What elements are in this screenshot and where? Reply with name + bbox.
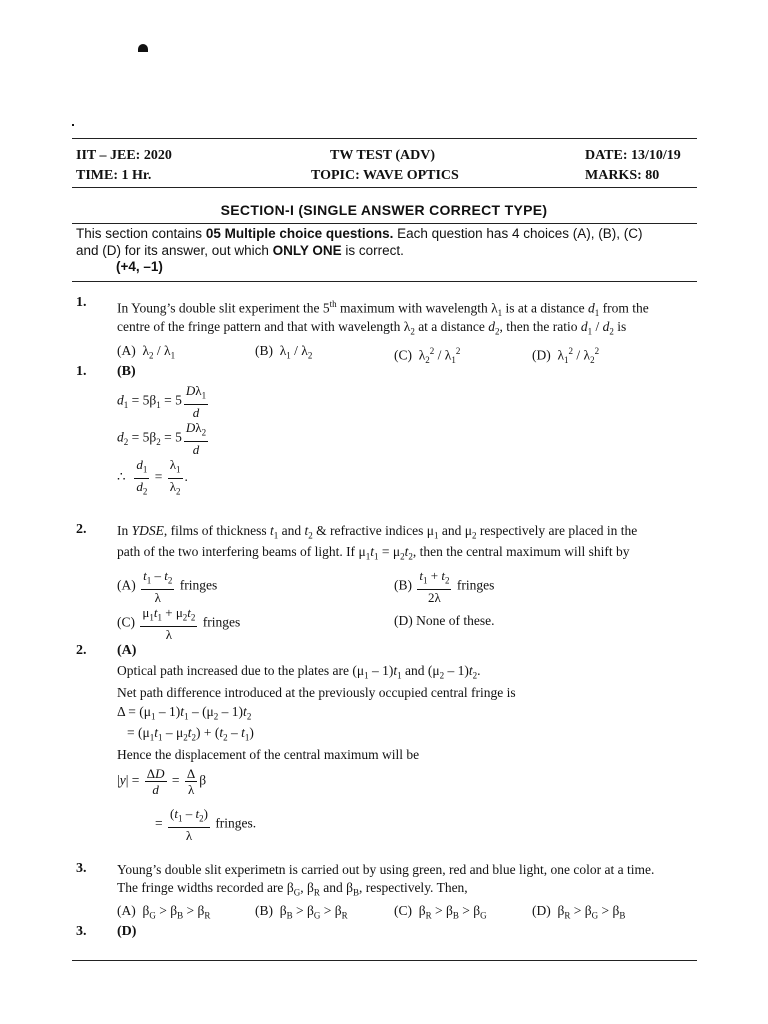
q3-option-b[interactable]: (B) $\beta_B > \beta_G > \beta_R$: [255, 903, 348, 921]
q2-option-d[interactable]: (D) None of these.: [394, 613, 495, 628]
page-bottom-rule: [72, 960, 697, 961]
q2-option-b[interactable]: (B) $\frac{t_1 + t_2}{2\lambda}$ fringes: [394, 568, 495, 605]
header-bottom-rule: [72, 187, 697, 188]
section-title-rule: [72, 223, 697, 224]
q3-text-line2: The fringe widths recorded are $\beta_G$, $\beta_R$ and $\beta_B$, respectively. Then,: [117, 880, 468, 898]
q2-option-c[interactable]: (C) $\frac{\mu_1t_1 + \mu_2t_2}{\lambda}$ fringes: [117, 605, 241, 642]
exam-label: IIT – JEE: 2020: [76, 148, 172, 163]
q2-number: 2.: [76, 522, 87, 537]
q3-number: 3.: [76, 861, 87, 876]
q1-solution-eq1: $d_1 = 5\beta_1 = 5$ $\frac{D\lambda_1}{d}$: [117, 383, 207, 420]
q2-text-line1: In YDSE, films of thickness $t_1$ and $t_2$ & refractive indices $\mu_1$ and $\mu_2$ respectively are placed in the: [117, 523, 638, 541]
q1-answer: (B): [117, 364, 136, 379]
q1-answer-number: 1.: [76, 364, 87, 379]
q1-solution-eq2: $d_2 = 5\beta_2 = 5$ $\frac{D\lambda_2}{d}$: [117, 420, 207, 457]
q1-option-b[interactable]: (B) $\lambda_1 / \lambda_2$: [255, 343, 313, 361]
q1-option-d[interactable]: (D) $\lambda_1^2 / \lambda_2^2$: [532, 346, 600, 366]
marking-scheme: (+4, –1): [116, 259, 163, 274]
q2-solution-line4: = $(\mu_1t_1 - \mu_2t_2) + (t_2 - t_1)$: [127, 725, 254, 743]
q1-text-line2: centre of the fringe pattern and that with wavelength $\lambda_2$ at a distance $d_2$, then the ratio $d_1 / d_2$ is: [117, 319, 627, 337]
q2-solution-line7: = $\frac{(t_1 - t_2)}{\lambda}$ fringes.: [155, 806, 257, 843]
q3-option-d[interactable]: (D) $\beta_R > \beta_G > \beta_B$: [532, 903, 626, 921]
q1-option-a[interactable]: (A) $\lambda_2 / \lambda_1$: [117, 343, 176, 361]
q1-number: 1.: [76, 295, 87, 310]
date-label: DATE: 13/10/19: [585, 148, 681, 163]
q2-text-line2: path of the two interfering beams of light. If $\mu_1t_1 = \mu_2t_2$, then the central maximum will shift by: [117, 544, 630, 562]
q1-solution-eq3: ∴ $\frac{d_1}{d_2}$ = $\frac{\lambda_1}{\lambda_2}$ .: [117, 457, 188, 497]
scan-dot: [72, 124, 74, 126]
q2-solution-line1: Optical path increased due to the plates are $(\mu_1 - 1)t_1$ and $(\mu_2 - 1)t_2$.: [117, 663, 481, 681]
marks-label: MARKS: 80: [585, 168, 660, 183]
scan-mark: [138, 44, 148, 52]
q2-solution-line5: Hence the displacement of the central maximum will be: [117, 747, 420, 762]
topic-label: TOPIC: WAVE OPTICS: [311, 168, 459, 183]
section-intro: This section contains 05 Multiple choice questions. Each question has 4 choices (A), (B), (C) and (D) for its answer, out which ONLY ONE is correct.: [76, 226, 643, 258]
intro-bold: 05 Multiple choice questions.: [205, 226, 394, 241]
q1-text-line1: In Young’s double slit experiment the 5th maximum with wavelength $\lambda_1$ is at a distance $d_1$ from the: [117, 299, 649, 319]
q2-solution-line6: |y| = $\frac{\Delta D}{d}$ = $\frac{\Delta}{\lambda}$ β: [117, 766, 207, 797]
section-title: SECTION-I (SINGLE ANSWER CORRECT TYPE): [220, 202, 548, 218]
q3-option-a[interactable]: (A) $\beta_G > \beta_B > \beta_R$: [117, 903, 211, 921]
q1-option-c[interactable]: (C) $\lambda_2^2 / \lambda_1^2$: [394, 346, 461, 366]
test-label: TW TEST (ADV): [330, 148, 436, 163]
time-label: TIME: 1 Hr.: [76, 168, 152, 183]
q2-answer-number: 2.: [76, 643, 87, 658]
section-bottom-rule: [72, 281, 697, 282]
q2-solution-line2: Net path difference introduced at the previously occupied central fringe is: [117, 685, 516, 700]
q3-text-line1: Young’s double slit experimetn is carried out by using green, red and blue light, one color at a time.: [117, 862, 655, 877]
q3-answer: (D): [117, 924, 137, 939]
q2-answer: (A): [117, 643, 137, 658]
q3-option-c[interactable]: (C) $\beta_R > \beta_B > \beta_G$: [394, 903, 487, 921]
q3-answer-number: 3.: [76, 924, 87, 939]
header-top-rule: [72, 138, 697, 139]
q2-option-a[interactable]: (A) $\frac{t_1 - t_2}{\lambda}$ fringes: [117, 568, 218, 605]
intro-bold-2: ONLY ONE: [272, 243, 342, 258]
q2-solution-line3: $\Delta = (\mu_1 - 1)t_1 - (\mu_2 - 1)t_2$: [117, 704, 252, 722]
